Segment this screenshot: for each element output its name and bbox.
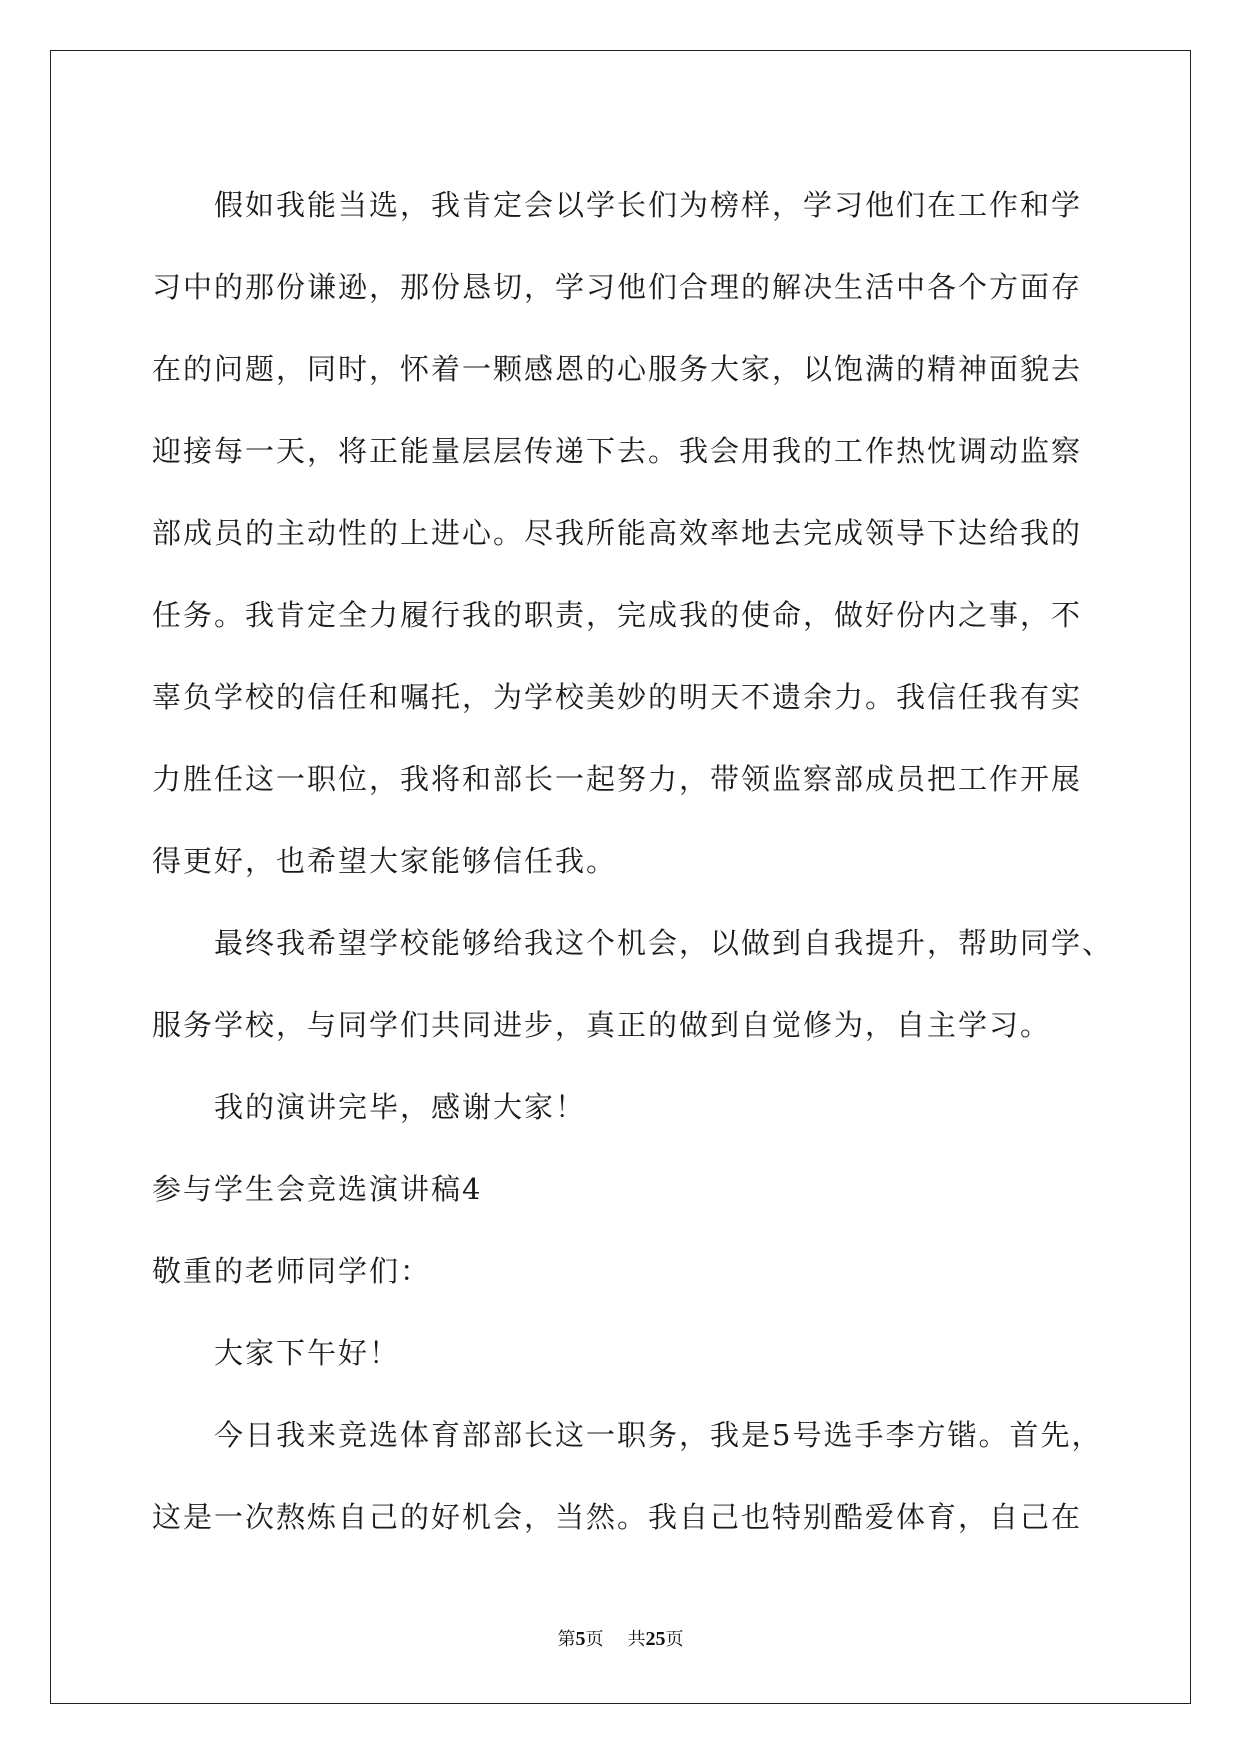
- paragraph-line: 习中的那份谦逊，那份恳切，学习他们合理的解决生活中各个方面存: [152, 270, 1083, 304]
- paragraph-line: 在的问题，同时，怀着一颗感恩的心服务大家，以饱满的精神面貌去: [152, 352, 1083, 386]
- paragraph-line: 部成员的主动性的上进心。尽我所能高效率地去完成领导下达给我的: [152, 516, 1083, 550]
- paragraph-line: 假如我能当选，我肯定会以学长们为榜样，学习他们在工作和学: [214, 188, 1083, 222]
- total-page-number: 25: [645, 1628, 666, 1650]
- greeting: 大家下午好！: [214, 1336, 401, 1370]
- section-title: 参与学生会竞选演讲稿4: [152, 1172, 483, 1206]
- paragraph-line: 迎接每一天，将正能量层层传递下去。我会用我的工作热忱调动监察: [152, 434, 1083, 468]
- current-page-number: 5: [575, 1628, 586, 1650]
- closing-line: 我的演讲完毕，感谢大家！: [214, 1090, 587, 1124]
- footer-total-prefix: 共: [627, 1629, 646, 1650]
- paragraph-line: 这是一次熬炼自己的好机会，当然。我自己也特别酷爱体育，自己在: [152, 1500, 1083, 1534]
- footer-total-suffix: 页: [665, 1629, 684, 1650]
- footer-prefix: 第: [557, 1629, 576, 1650]
- page-footer: [0, 1625, 1241, 1651]
- paragraph-line: 今日我来竞选体育部部长这一职务，我是5号选手李方锴。首先，: [214, 1418, 1103, 1452]
- paragraph-line: 力胜任这一职位，我将和部长一起努力，带领监察部成员把工作开展: [152, 762, 1083, 796]
- paragraph-line: 辜负学校的信任和嘱托，为学校美妙的明天不遗余力。我信任我有实: [152, 680, 1083, 714]
- document-body: [152, 164, 1114, 1558]
- paragraph-line: 最终我希望学校能够给我这个机会，以做到自我提升，帮助同学、: [214, 926, 1114, 960]
- paragraph-line: 服务学校，与同学们共同进步，真正的做到自觉修为，自主学习。: [152, 1008, 1052, 1042]
- paragraph-line: 任务。我肯定全力履行我的职责，完成我的使命，做好份内之事，不: [152, 598, 1083, 632]
- footer-page-suffix: 页: [585, 1629, 604, 1650]
- salutation: 敬重的老师同学们：: [152, 1254, 432, 1288]
- paragraph-line: 得更好，也希望大家能够信任我。: [152, 844, 618, 878]
